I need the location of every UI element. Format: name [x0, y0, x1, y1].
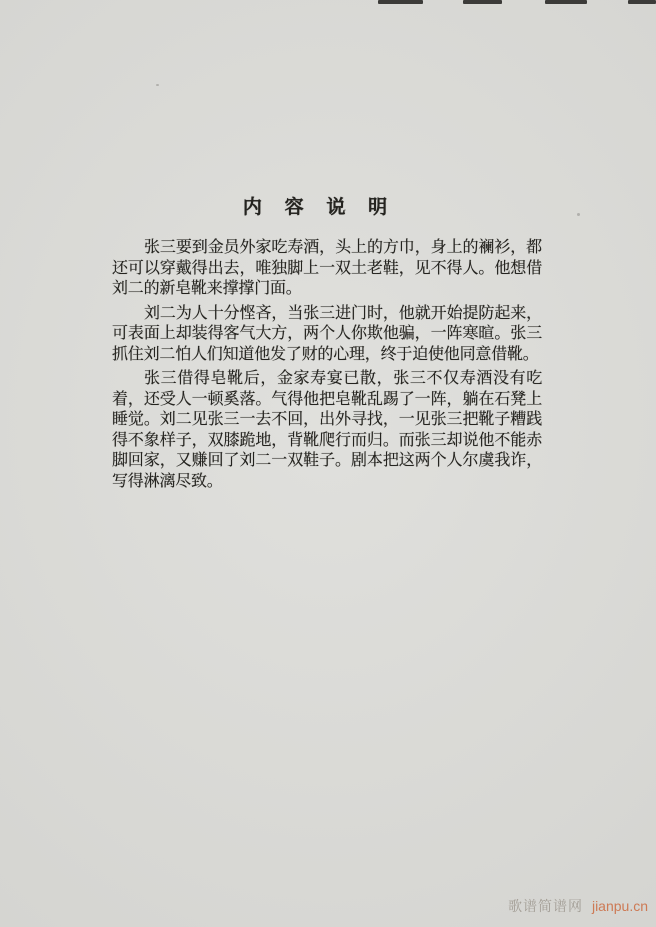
watermark-url: jianpu.cn — [591, 898, 648, 914]
scan-speck — [577, 213, 580, 216]
paragraph: 张三借得皂靴后，金家寿宴已散，张三不仅寿酒没有吃着，还受人一顿奚落。气得他把皂靴乱踢了一阵，躺在石凳上睡觉。刘二见张三一去不回，出外寻找，一见张三把靴子糟践得不象样子，双膝跪地，背靴爬行而归。而张三却说他不能赤脚回家，又赚回了刘二一双鞋子。剧本把这两个人尔虞我诈，写得淋漓尽致。 — [112, 370, 542, 490]
page-title: 内 容 说 明 — [242, 197, 392, 218]
paragraph: 刘二为人十分悭吝，当张三进门时，他就开始提防起来，可表面上却装得客气大方，两个人你欺他骗，一阵寒暄。张三抓住刘二怕人们知道他发了财的心理，终于迫使他同意借靴。 — [112, 304, 542, 363]
paragraph: 张三要到金员外家吃寿酒，头上的方巾，身上的襕衫，都还可以穿戴得出去，唯独脚上一双土老鞋，见不得人。他想借刘二的新皂靴来撑撑门面。 — [112, 239, 542, 297]
scan-artifact-dash — [545, 0, 587, 4]
scan-speck — [156, 84, 159, 86]
scan-artifact-dash — [628, 0, 656, 4]
watermark — [508, 896, 648, 916]
watermark-site-name: 歌谱简谱网 — [508, 898, 584, 914]
scan-artifact-dash — [463, 0, 502, 4]
scan-artifact-dash — [378, 0, 423, 4]
content-body — [112, 238, 542, 496]
